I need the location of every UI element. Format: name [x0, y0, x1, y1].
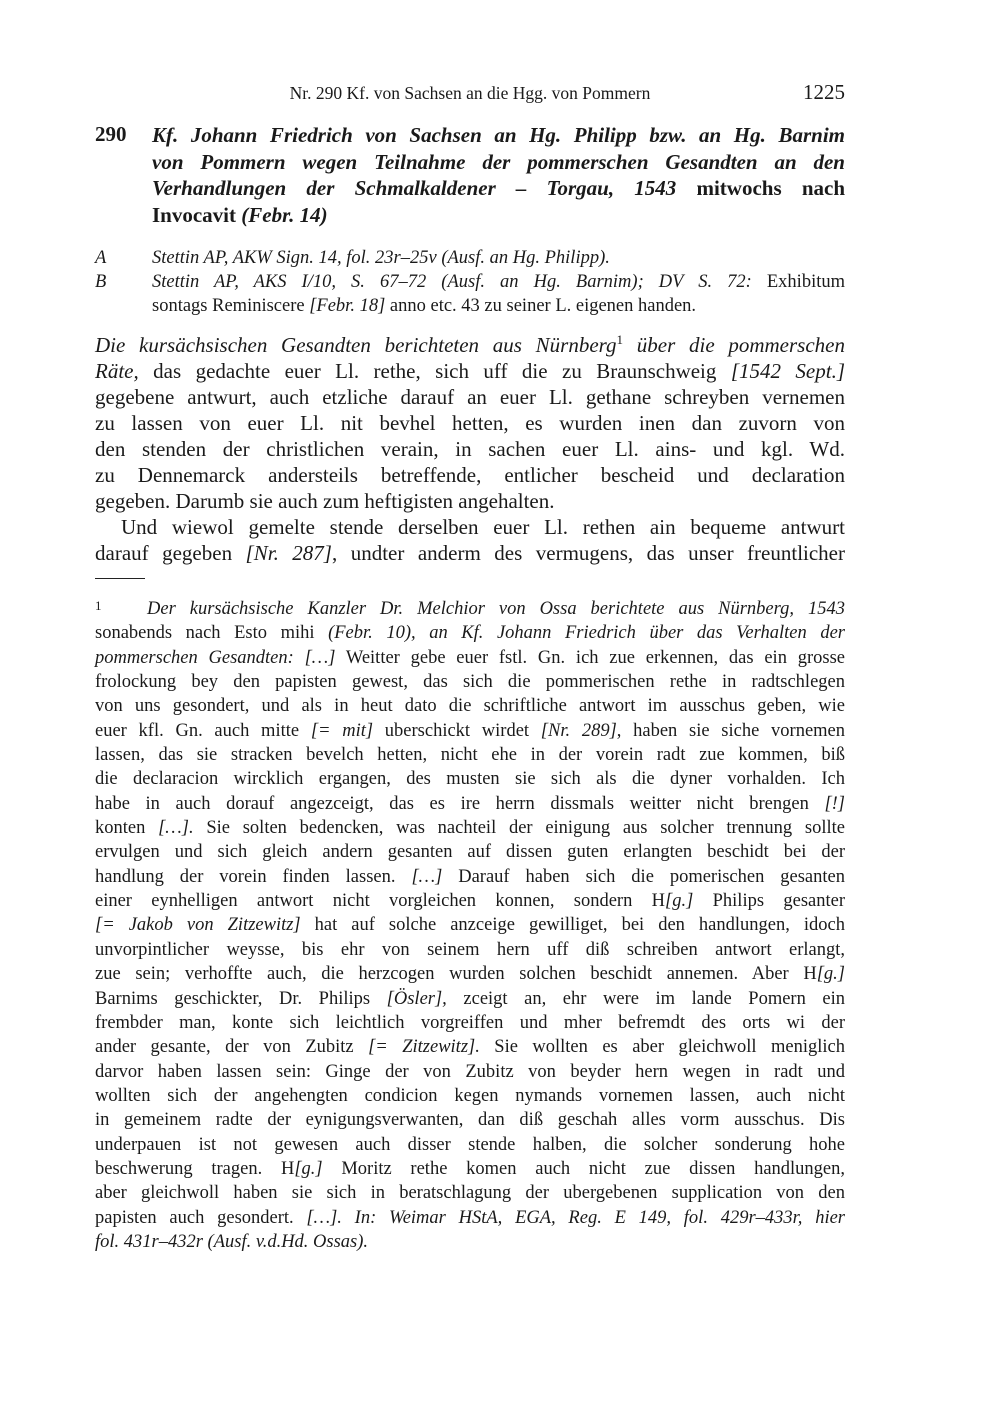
footnote [95, 597, 845, 1254]
text-segment: gegebene antwurt, auch etzliche darauf an euer Ll. gethane schreyben vernemen [95, 385, 845, 409]
text-segment: Barnims geschickter, Dr. Philips [95, 988, 387, 1009]
text-segment: über die pommerschen [623, 333, 845, 357]
text-segment: habe in auch dorauf angezceigt, das es ire herrn dissmals weitter nicht brengen [95, 793, 825, 814]
text-line [95, 1230, 845, 1254]
text-segment: die declaracion wircklich ergangen, des musten sie sich als die dyner vorhalden. Ich [95, 769, 845, 790]
text-segment: von Pommern wegen Teilnahme der pommerschen Gesandten an den [152, 149, 845, 174]
text-segment: Philips gesanter [693, 891, 845, 912]
text-line [152, 246, 845, 270]
running-title: Nr. 290 Kf. von Sachsen an die Hgg. von Pommern [289, 83, 651, 103]
text-segment: […]. [158, 818, 194, 839]
text-line [95, 1108, 845, 1132]
text-segment: , undter anderm des vermugens, das unser freuntlicher [331, 541, 845, 565]
text-segment: (Febr. 14) [236, 202, 328, 227]
text-line [95, 332, 845, 358]
text-segment: [= mit] [310, 720, 374, 741]
text-segment: [!] [824, 793, 845, 814]
text-segment: fol. 431r–432r (Ausf. v.d.Hd. Ossas). [95, 1231, 369, 1252]
text-segment: underpauen ist not gewesen auch disser stende halben, die solcher sonderung hohe [95, 1134, 845, 1155]
text-segment: [Febr. 18] [309, 296, 386, 316]
text-segment: euer kfl. Gn. auch mitte [95, 720, 311, 741]
text-segment: , haben sie siche vornemen [616, 720, 846, 741]
text-segment: Invocavit [152, 202, 236, 227]
text-line [95, 913, 845, 937]
text-segment: zu lassen von euer Ll. nit bevhel hetten, es wurden inen dan zuvorn von [95, 411, 845, 435]
text-line [152, 149, 845, 176]
text-line [95, 767, 845, 791]
text-line [152, 122, 845, 149]
text-segment: Verhandlungen der Schmalkaldener – Torgau, 1543 [152, 176, 677, 200]
text-line [95, 1011, 845, 1035]
text-segment: zu Dennemarck andersteils betreffende, entlicher bescheid und declaration [95, 463, 845, 487]
footnote-number: 1 [95, 598, 102, 613]
text-line [95, 865, 845, 889]
text-segment: papisten auch gesondert. [95, 1207, 307, 1228]
source-entry [95, 270, 845, 318]
text-segment: […]. In: Weimar HStA, EGA, Reg. E 149, fol. 429r–433r, hier [306, 1207, 845, 1228]
text-segment: handlung der vorein finden lassen. [95, 866, 412, 887]
text-line [95, 962, 845, 986]
text-segment: [g.] [294, 1158, 323, 1179]
text-segment: anno etc. 43 zu seiner L. eigenen handen. [385, 296, 697, 316]
text-segment: Moritz rethe komen auch nicht zue dissen handlungen, [322, 1158, 846, 1179]
text-segment: sonabends nach Esto mihi [95, 623, 329, 644]
text-line [95, 670, 845, 694]
text-segment: [g.] [816, 964, 845, 985]
text-segment: Sie solten bedencken, was nachteil der einigung aus solcher trennung sollte [193, 818, 845, 839]
text-line [95, 694, 845, 718]
source-text [152, 246, 845, 270]
text-segment: Sie wollten es aber gleichwoll meniglich [479, 1037, 845, 1058]
text-segment: ervulgen und sich gleich andern gesanten auf dissen guten erlangten beschidt bei der [95, 842, 845, 863]
document-number: 290 [95, 122, 127, 146]
text-segment: frolockung bey den papisten gewest, das sich die pommerischen rethe in radtschlegen [95, 672, 845, 693]
text-line [95, 384, 845, 410]
text-segment: einer eynhelligen antwort nicht vorgleichen konnen, sondern H [95, 891, 666, 912]
text-segment: aber gleichwoll haben sie sich in beratschlagung der ubergebenen supplication von den [95, 1183, 845, 1204]
text-line [95, 358, 845, 384]
text-line [95, 1206, 845, 1230]
text-line [95, 540, 845, 566]
source-entry [95, 246, 845, 270]
text-line [95, 987, 845, 1011]
text-segment: Weitter gebe euer fstl. Gn. ich zue erkennen, das ein grosse [335, 647, 845, 668]
text-line [152, 175, 845, 202]
body-text [95, 332, 845, 566]
text-line [152, 294, 845, 318]
text-line [95, 1035, 845, 1059]
text-segment: Stettin AP, AKS I/10, S. 67–72 (Ausf. an Hg. Barnim); DV S. 72: [152, 272, 752, 292]
text-segment: Exhibitum [751, 272, 845, 292]
text-line [95, 938, 845, 962]
text-segment: […] [411, 866, 443, 887]
text-segment: Räte, [95, 359, 139, 383]
text-segment: [1542 Sept.] [730, 359, 845, 383]
source-text [152, 270, 845, 318]
text-segment: [= Jakob von Zitzewitz] [95, 915, 301, 936]
document-title [152, 122, 845, 228]
text-line [95, 816, 845, 840]
footnote-reference[interactable]: 1 [616, 332, 624, 347]
text-segment: Die kursächsischen Gesandten berichteten aus Nürnberg [95, 333, 617, 357]
text-segment: unvorpintlicher weysse, bis ehr von seinem hern uff diß schreiben antwort erlangt, [95, 939, 845, 960]
text-segment: (Febr. 10), an Kf. Johann Friedrich über das Verhalten der [328, 623, 845, 644]
text-line [95, 410, 845, 436]
text-line [95, 462, 845, 488]
text-line [95, 889, 845, 913]
text-line [95, 1157, 845, 1181]
text-segment: sontags Reminiscere [152, 296, 310, 316]
text-line [95, 1060, 845, 1084]
text-line [95, 1133, 845, 1157]
text-line [95, 488, 845, 514]
text-line [152, 202, 845, 229]
text-segment: darvor haben lassen sein: Ginge der von Zubitz von beyder hern wegen in radt und [95, 1061, 845, 1082]
text-segment: in gemeinem radte der eynigungsverwanten, dan diß geschah alles vorm ausschus. Dis [95, 1110, 845, 1131]
text-segment: Und wiewol gemelte stende derselben euer Ll. rethen ain bequeme antwurt [121, 515, 845, 539]
text-line [95, 1181, 845, 1205]
source-list [95, 246, 845, 318]
text-segment: Kf. Johann Friedrich von Sachsen an Hg. Philipp bzw. an Hg. Barnim [152, 123, 845, 147]
text-line [95, 597, 845, 621]
text-segment: konten [95, 818, 159, 839]
text-line [95, 621, 845, 645]
page-number: 1225 [803, 80, 845, 104]
text-segment: Darauf haben sich die pomerischen gesanten [442, 866, 845, 887]
text-segment: wollten sich der angehengten condicion kegen nymands vornemen lassen, auch nicht [95, 1085, 845, 1106]
text-segment: den stenden der christlichen verain, in sachen euer Ll. ains- und kgl. Wd. [95, 437, 845, 461]
source-label: A [95, 248, 107, 268]
footnote-rule [95, 578, 145, 579]
text-segment: ander gesante, der von Zubitz [95, 1037, 369, 1058]
text-segment: zceigt an, ehr were im lande Pomern ein [446, 988, 846, 1009]
text-line [95, 719, 845, 743]
text-line [95, 840, 845, 864]
text-segment: von uns gesondert, und als in heut dato die schriftliche antwort im ausschus geben, wie [95, 696, 845, 717]
text-segment: uberschickt wirdet [373, 720, 541, 741]
text-segment: frembder man, konte sich leichtlich vorgreiffen und mher befremdt des orts wi der [95, 1012, 845, 1033]
text-segment: hat auf solche anzceige gewilliget, bei den handlungen, idoch [300, 915, 845, 936]
text-segment: [Nr. 287] [245, 541, 332, 565]
text-segment: beschwerung tragen. H [95, 1158, 295, 1179]
text-line [95, 792, 845, 816]
text-segment: [g.] [665, 891, 694, 912]
text-segment: [Nr. 289] [540, 720, 617, 741]
text-line [95, 646, 845, 670]
text-line [95, 743, 845, 767]
text-segment: [Ösler], [386, 988, 447, 1009]
text-segment: das gedachte euer Ll. rethe, sich uff die zu Braunschweig [138, 359, 731, 383]
text-segment: lassen, das sie stracken bevelch hetten, nicht ehe in der vorein radt zue kommen, biß [95, 745, 845, 766]
text-line [95, 436, 845, 462]
text-segment: mitwochs nach [676, 176, 845, 200]
source-label: B [95, 272, 107, 292]
text-line [152, 270, 845, 294]
text-segment: Stettin AP, AKW Sign. 14, fol. 23r–25v (Ausf. an Hg. Philipp). [152, 248, 610, 268]
text-segment: pommerschen Gesandten: […] [95, 647, 336, 668]
text-line [95, 1084, 845, 1108]
text-segment: zue sein; verhoffte auch, die herzcogen wurden solchen beschidt annemen. Aber H [95, 964, 817, 985]
text-segment: [= Zitzewitz]. [368, 1037, 480, 1058]
running-head [95, 80, 845, 106]
text-segment: darauf gegeben [95, 541, 246, 565]
text-line [95, 514, 845, 540]
text-segment: Der kursächsische Kanzler Dr. Melchior von Ossa berichtete aus Nürnberg, 1543 [147, 599, 845, 619]
text-segment: gegeben. Darumb sie auch zum heftigisten angehalten. [95, 489, 555, 513]
